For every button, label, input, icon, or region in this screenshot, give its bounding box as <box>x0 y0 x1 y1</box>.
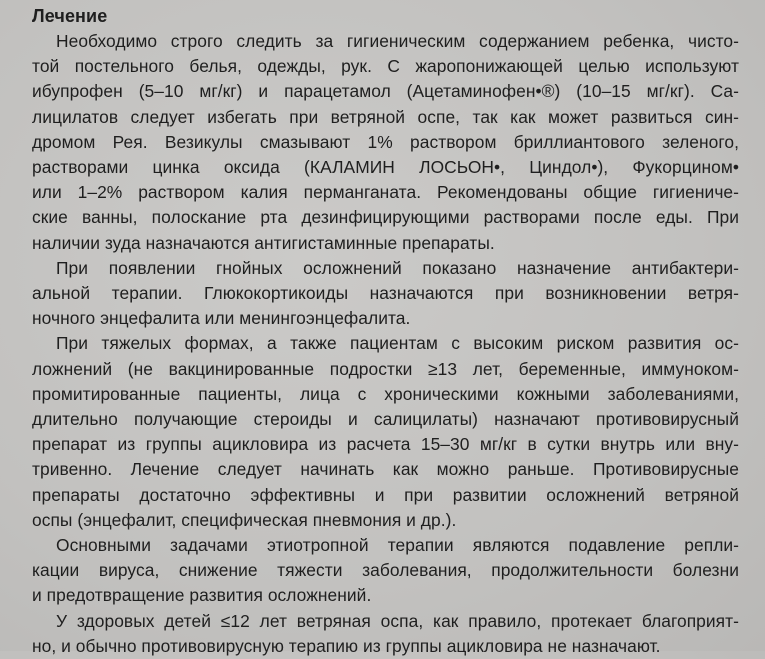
text-line: но, и обычно противовирусную терапию из группы ацикловира не назначают. <box>32 635 661 656</box>
text-line: той постельного белья, одежды, рук. С жаропонижающей целью используют <box>32 56 739 77</box>
text-line: ночного энцефалита или менингоэнцефалита. <box>32 308 411 329</box>
text-line: промитированные пациенты, лица с хроническими кожными заболеваниями, <box>32 383 739 404</box>
text-line: тривенно. Лечение следует начинать как можно раньше. Противовирусные <box>32 459 739 480</box>
text-line: или 1–2% раствором калия перманганата. Рекомендованы общие гигиениче- <box>32 182 739 203</box>
paragraph <box>32 331 739 533</box>
section-heading: Лечение <box>32 6 108 26</box>
text-line: ложнений (не вакцинированные подростки ≥13 лет, беременные, иммуноком- <box>32 358 739 379</box>
text-line: наличии зуда назначаются антигистаминные препараты. <box>32 232 495 253</box>
paragraph <box>32 609 739 659</box>
text-line: ибупрофен (5–10 мг/кг) и парацетамол (Ацетаминофен•®) (10–15 мг/кг). Са- <box>32 81 739 102</box>
text-line: растворами цинка оксида (КАЛАМИН ЛОСЬОН•, Циндол•), Фукорцином• <box>32 157 739 178</box>
text-line: При тяжелых формах, а также пациентам с высоким риском развития ос- <box>56 333 739 354</box>
text-line: дромом Рея. Везикулы смазывают 1% раствором бриллиантового зеленого, <box>32 131 739 152</box>
text-line: препараты достаточно эффективны и при развитии осложнений ветряной <box>32 484 739 505</box>
paragraph <box>32 29 739 256</box>
text-line: альной терапии. Глюкокортикоиды назначаются при возникновении ветря- <box>32 283 739 304</box>
text-line: лицилатов следует избегать при ветряной оспе, так как может развиться син- <box>32 106 739 127</box>
text-line: кации вируса, снижение тяжести заболевания, продолжительности болезни <box>32 560 739 581</box>
text-line: длительно получающие стероиды и салицилаты) назначают противовирусный <box>32 409 739 430</box>
text-line: препарат из группы ацикловира из расчета 15–30 мг/кг в сутки внутрь или вну- <box>32 434 739 455</box>
text-line: оспы (энцефалит, специфическая пневмония и др.). <box>32 509 457 530</box>
body-text <box>32 29 739 659</box>
text-line: и предотвращение развития осложнений. <box>32 585 372 606</box>
text-line: ские ванны, полоскание рта дезинфицирующими растворами после еды. При <box>32 207 739 228</box>
text-line: Основными задачами этиотропной терапии являются подавление репли- <box>56 535 739 556</box>
text-line: У здоровых детей ≤12 лет ветряная оспа, как правило, протекает благоприят- <box>56 610 739 631</box>
paragraph <box>32 256 739 332</box>
paragraph <box>32 533 739 609</box>
text-line: Необходимо строго следить за гигиеническим содержанием ребенка, чисто- <box>56 31 739 51</box>
text-line: При появлении гнойных осложнений показано назначение антибактери- <box>56 257 739 278</box>
